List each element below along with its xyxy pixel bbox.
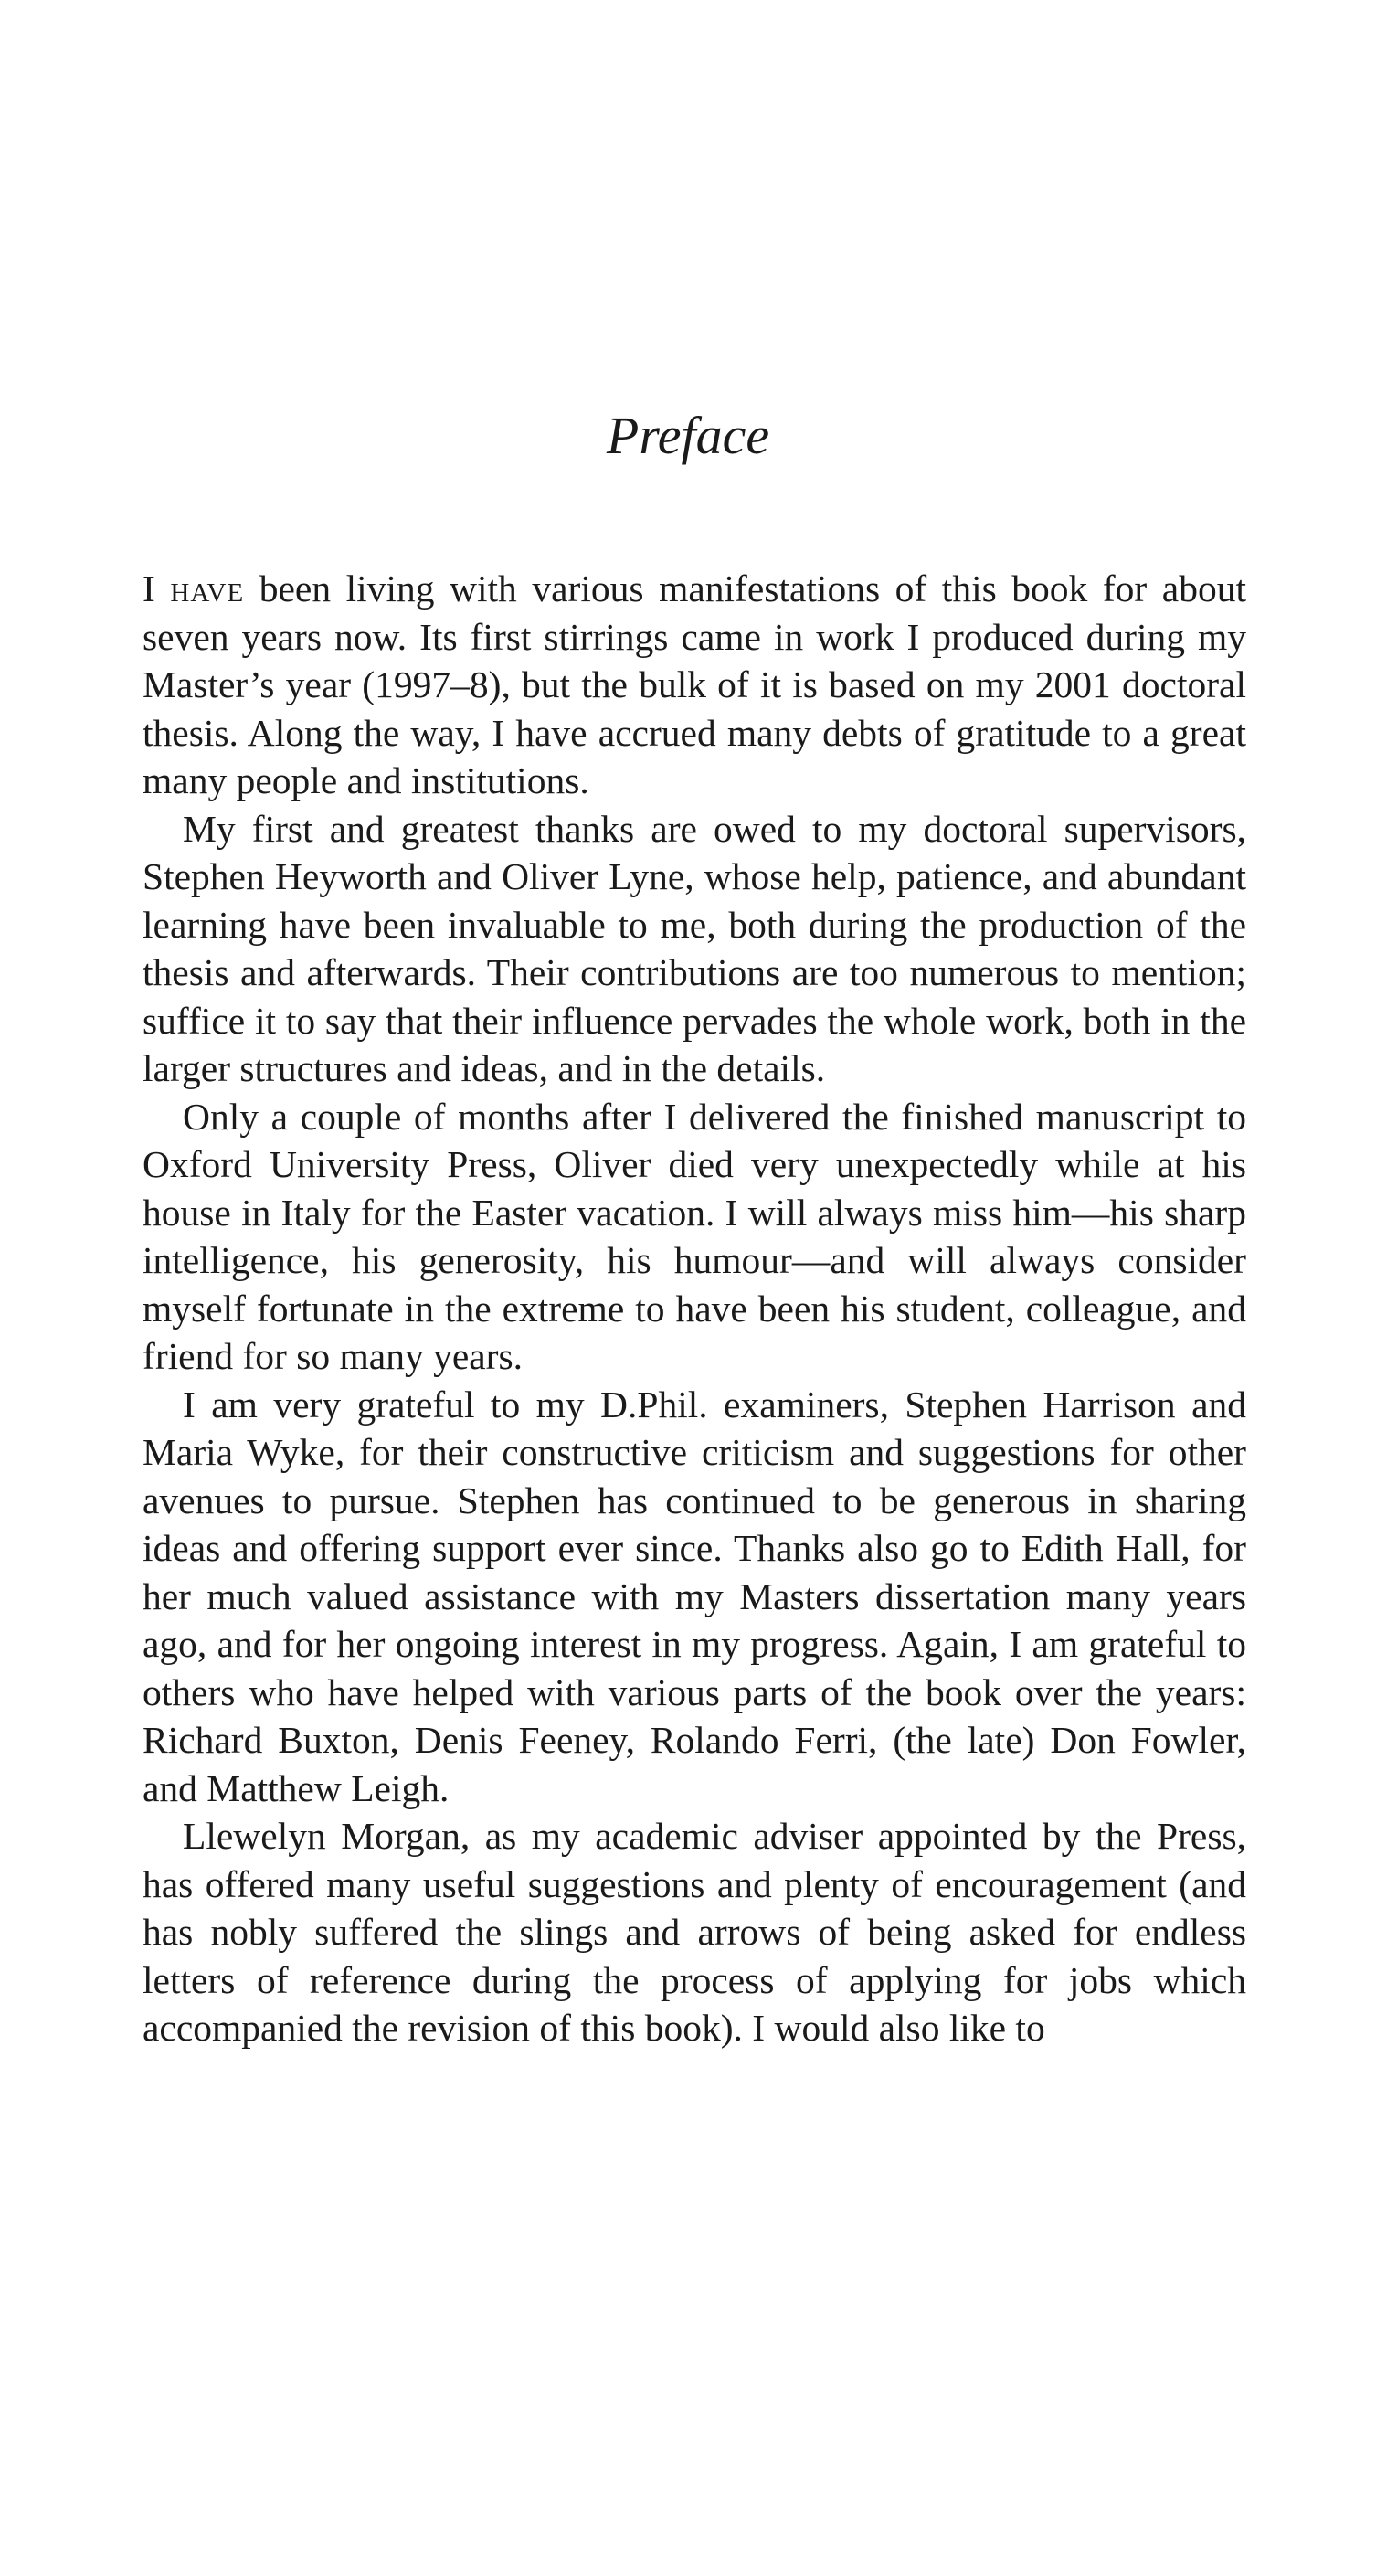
paragraph-1-smallcaps: have	[170, 567, 245, 610]
paragraph-3: Only a couple of months after I delivered the finished manuscript to Oxford University Press, Oliver died very unexpectedly while at his house in Italy for the Easter vacation. I will always miss him—his sharp intelligence, his generosity, his humour—and will always consider myself fortunate in the extreme to have been his student, colleague, and friend for so many years.	[143, 1095, 1246, 1377]
paragraph-5: Llewelyn Morgan, as my academic adviser appointed by the Press, has offered many useful suggestions and plenty of encouragement (and has nobly suffered the slings and arrows of being asked for endless letters of reference during the process of applying for jobs which accompanied the revision of this book). I would also like to	[143, 1815, 1246, 2049]
paragraph-2: My first and greatest thanks are owed to my doctoral supervisors, Stephen Heyworth and Oliver Lyne, whose help, patience, and abundant learning have been invaluable to me, both during the production of the thesis and afterwards. Their contributions are too numerous to mention; suffice it to say that their influence pervades the whole work, both in the larger structures and ideas, and in the details.	[143, 807, 1246, 1089]
preface-body	[143, 565, 1246, 2052]
paragraph-1	[143, 565, 1246, 805]
paragraph-4: I am very grateful to my D.Phil. examiners, Stephen Harrison and Maria Wyke, for their constructive criticism and suggestions for other avenues to pursue. Stephen has continued to be generous in sharing ideas and offering support ever since. Thanks also go to Edith Hall, for her much valued assistance with my Masters dissertation many years ago, and for her ongoing interest in my progress. Again, I am grateful to others who have helped with various parts of the book over the years: Richard Buxton, Denis Feeney, Rolando Ferri, (the late) Don Fowler, and Matthew Leigh.	[143, 1383, 1246, 1809]
paragraph-1-lead: I	[143, 567, 171, 610]
page-title: Preface	[606, 406, 770, 465]
paragraph-1-text: been living with various manifestations of this book for about seven years now. Its first stirrings came in work I produced during my Master’s year (1997–8), but the bulk of it is based on my 2001 doctoral thesis. Along the way, I have accrued many debts of gratitude to a great many people and institutions.	[143, 567, 1246, 801]
